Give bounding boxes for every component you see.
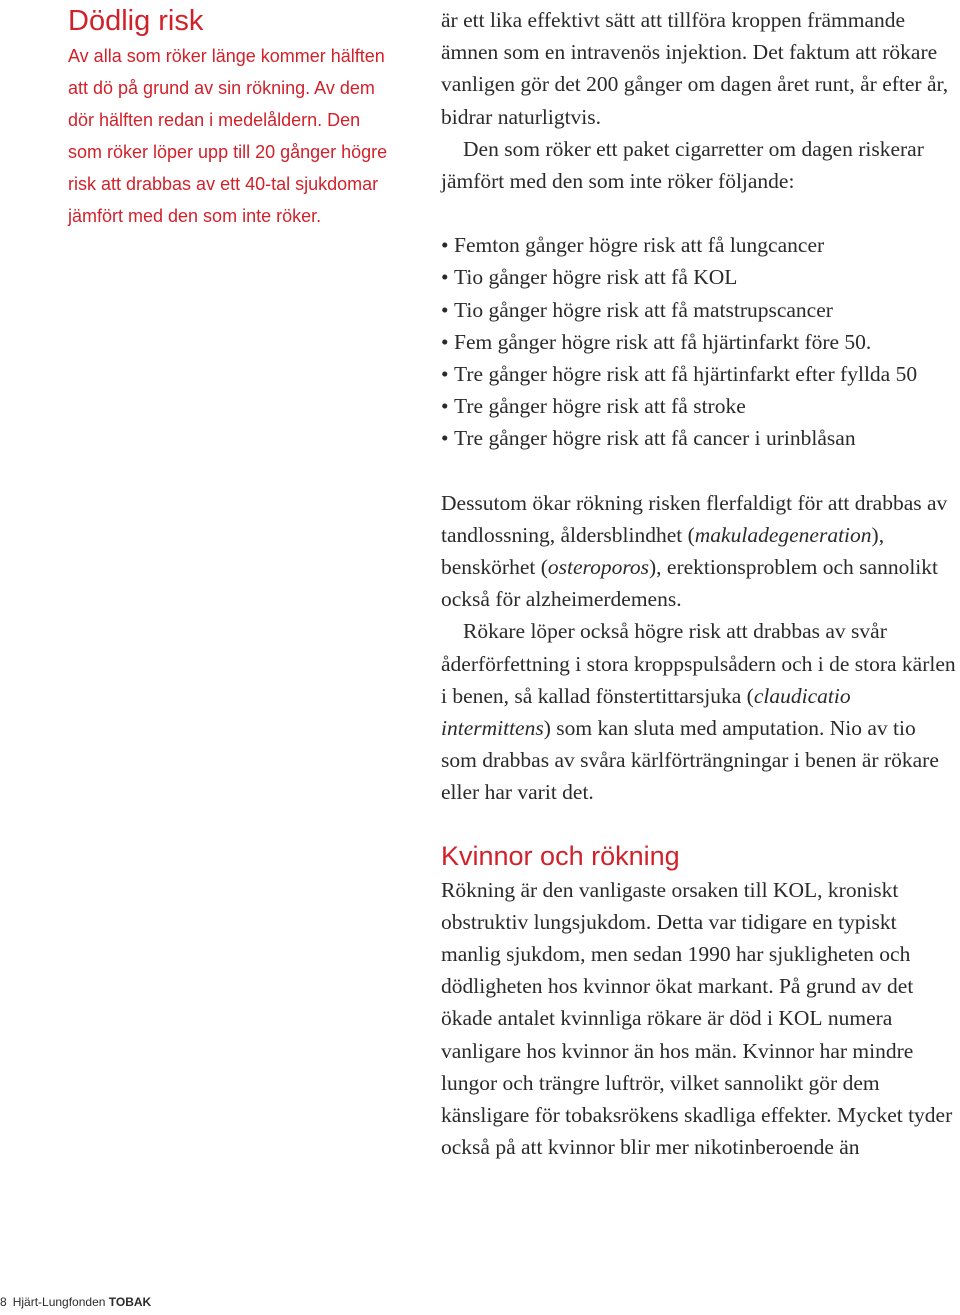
- intro-paragraph-2: Den som röker ett paket cigarretter om dagen riskerar jämfört med den som inte röker följande:: [441, 136, 924, 194]
- risk-text: Tio gånger högre risk att få matstrupscancer: [454, 297, 833, 322]
- risk-text: Fem gånger högre risk att få hjärtinfarkt före 50.: [454, 329, 872, 354]
- text-run: ), benskörhet (: [441, 522, 885, 580]
- text-run: ) som kan sluta med amputation. Nio av tio som drabbas av svåra kärlförträngningar i benen är rökare eller har varit det.: [441, 716, 939, 805]
- risk-text: Tre gånger högre risk att få stroke: [454, 394, 746, 419]
- risk-text: Tre gånger högre risk att få cancer i urinblåsan: [454, 426, 856, 451]
- page-footer: [0, 1295, 151, 1309]
- risk-list-item: [441, 261, 956, 293]
- vascular-risk-paragraph: [441, 615, 956, 808]
- bullet-icon: •: [441, 233, 449, 258]
- women-smoking-paragraph: [441, 874, 956, 1164]
- sidebar: [68, 0, 388, 232]
- text-run: , kroniskt obstruktiv lungsjukdom. Detta var tidigare en typiskt manlig sjukdom, men sedan 1990 har sjukligheten och dödligheten hos kvinnor ökat markant. På grund av det ökade antalet kvinnliga rökare är död i: [441, 877, 914, 1031]
- section-name: TOBAK: [108, 1295, 152, 1309]
- bullet-icon: •: [441, 394, 449, 419]
- kol-abbreviation: KOL: [772, 877, 818, 902]
- bullet-icon: •: [441, 329, 449, 354]
- bullet-icon: •: [441, 362, 449, 387]
- risk-text: Tre gånger högre risk att få hjärtinfarkt efter fyllda 50: [454, 362, 918, 387]
- sidebar-text: Av alla som röker länge kommer hälften att dö på grund av sin rökning. Av dem dör hälften redan i medelåldern. Den som röker löper upp till 20 gånger högre risk att drabbas av ett 40-tal sjukdomar jämfört med den som inte röker.: [68, 46, 388, 226]
- risk-list-item: [441, 294, 956, 326]
- risk-list-item: [441, 326, 956, 358]
- kol-abbreviation: KOL: [693, 265, 738, 290]
- risk-list-item: [441, 422, 956, 454]
- bullet-icon: •: [441, 426, 449, 451]
- text-run: ), erektionsproblem och sannolikt också för alzheimerdemens.: [441, 555, 939, 612]
- medical-term: claudicatio intermittens: [441, 683, 851, 741]
- risk-text: Femton gånger högre risk att få lungcancer: [454, 233, 825, 258]
- text-run: Dessutom ökar rökning risken flerfaldigt för att drabbas av tandlossning, åldersblindhet (: [441, 490, 948, 547]
- bullet-icon: •: [441, 265, 449, 290]
- medical-term: makuladegeneration: [694, 522, 872, 547]
- text-run: Rökning är den vanligaste orsaken till: [441, 877, 773, 902]
- medical-term: osteroporos: [547, 555, 650, 580]
- risk-list-item: [441, 229, 956, 261]
- risk-text: Tio gånger högre risk att få: [454, 265, 694, 290]
- page-number: 8: [0, 1295, 7, 1309]
- section-title: Kvinnor och rökning: [441, 840, 680, 871]
- publisher-name: Hjärt-Lungfonden: [12, 1295, 106, 1309]
- risk-list-item: [441, 358, 956, 390]
- text-run: numera vanligare hos kvinnor än hos män. Kvinnor har mindre lungor och trängre luftrör, vilket sannolikt gör dem känsligare för tobaksrökens skadliga effekter. Mycket tyder också på att kvinnor blir mer nikotinberoende än: [441, 1006, 953, 1160]
- bullet-icon: •: [441, 297, 449, 322]
- more-risks-paragraph: [441, 487, 956, 616]
- risk-list: [441, 229, 956, 454]
- risk-list-item: [441, 390, 956, 422]
- text-run: Rökare löper också högre risk att drabbas av svår åderförfettning i stora kroppspulsådern och i de stora kärlen i benen, så kallad fönstertittarsjuka (: [441, 619, 956, 708]
- intro-paragraph-1: är ett lika effektivt sätt att tillföra kroppen främmande ämnen som en intravenös injektion. Det faktum att rökare vanligen gör det 200 gånger om dagen året runt, år efter år, bidrar naturligtvis.: [441, 8, 949, 129]
- main-column: [441, 4, 956, 1164]
- sidebar-title: Dödlig risk: [68, 5, 204, 37]
- kol-abbreviation: KOL: [778, 1006, 823, 1031]
